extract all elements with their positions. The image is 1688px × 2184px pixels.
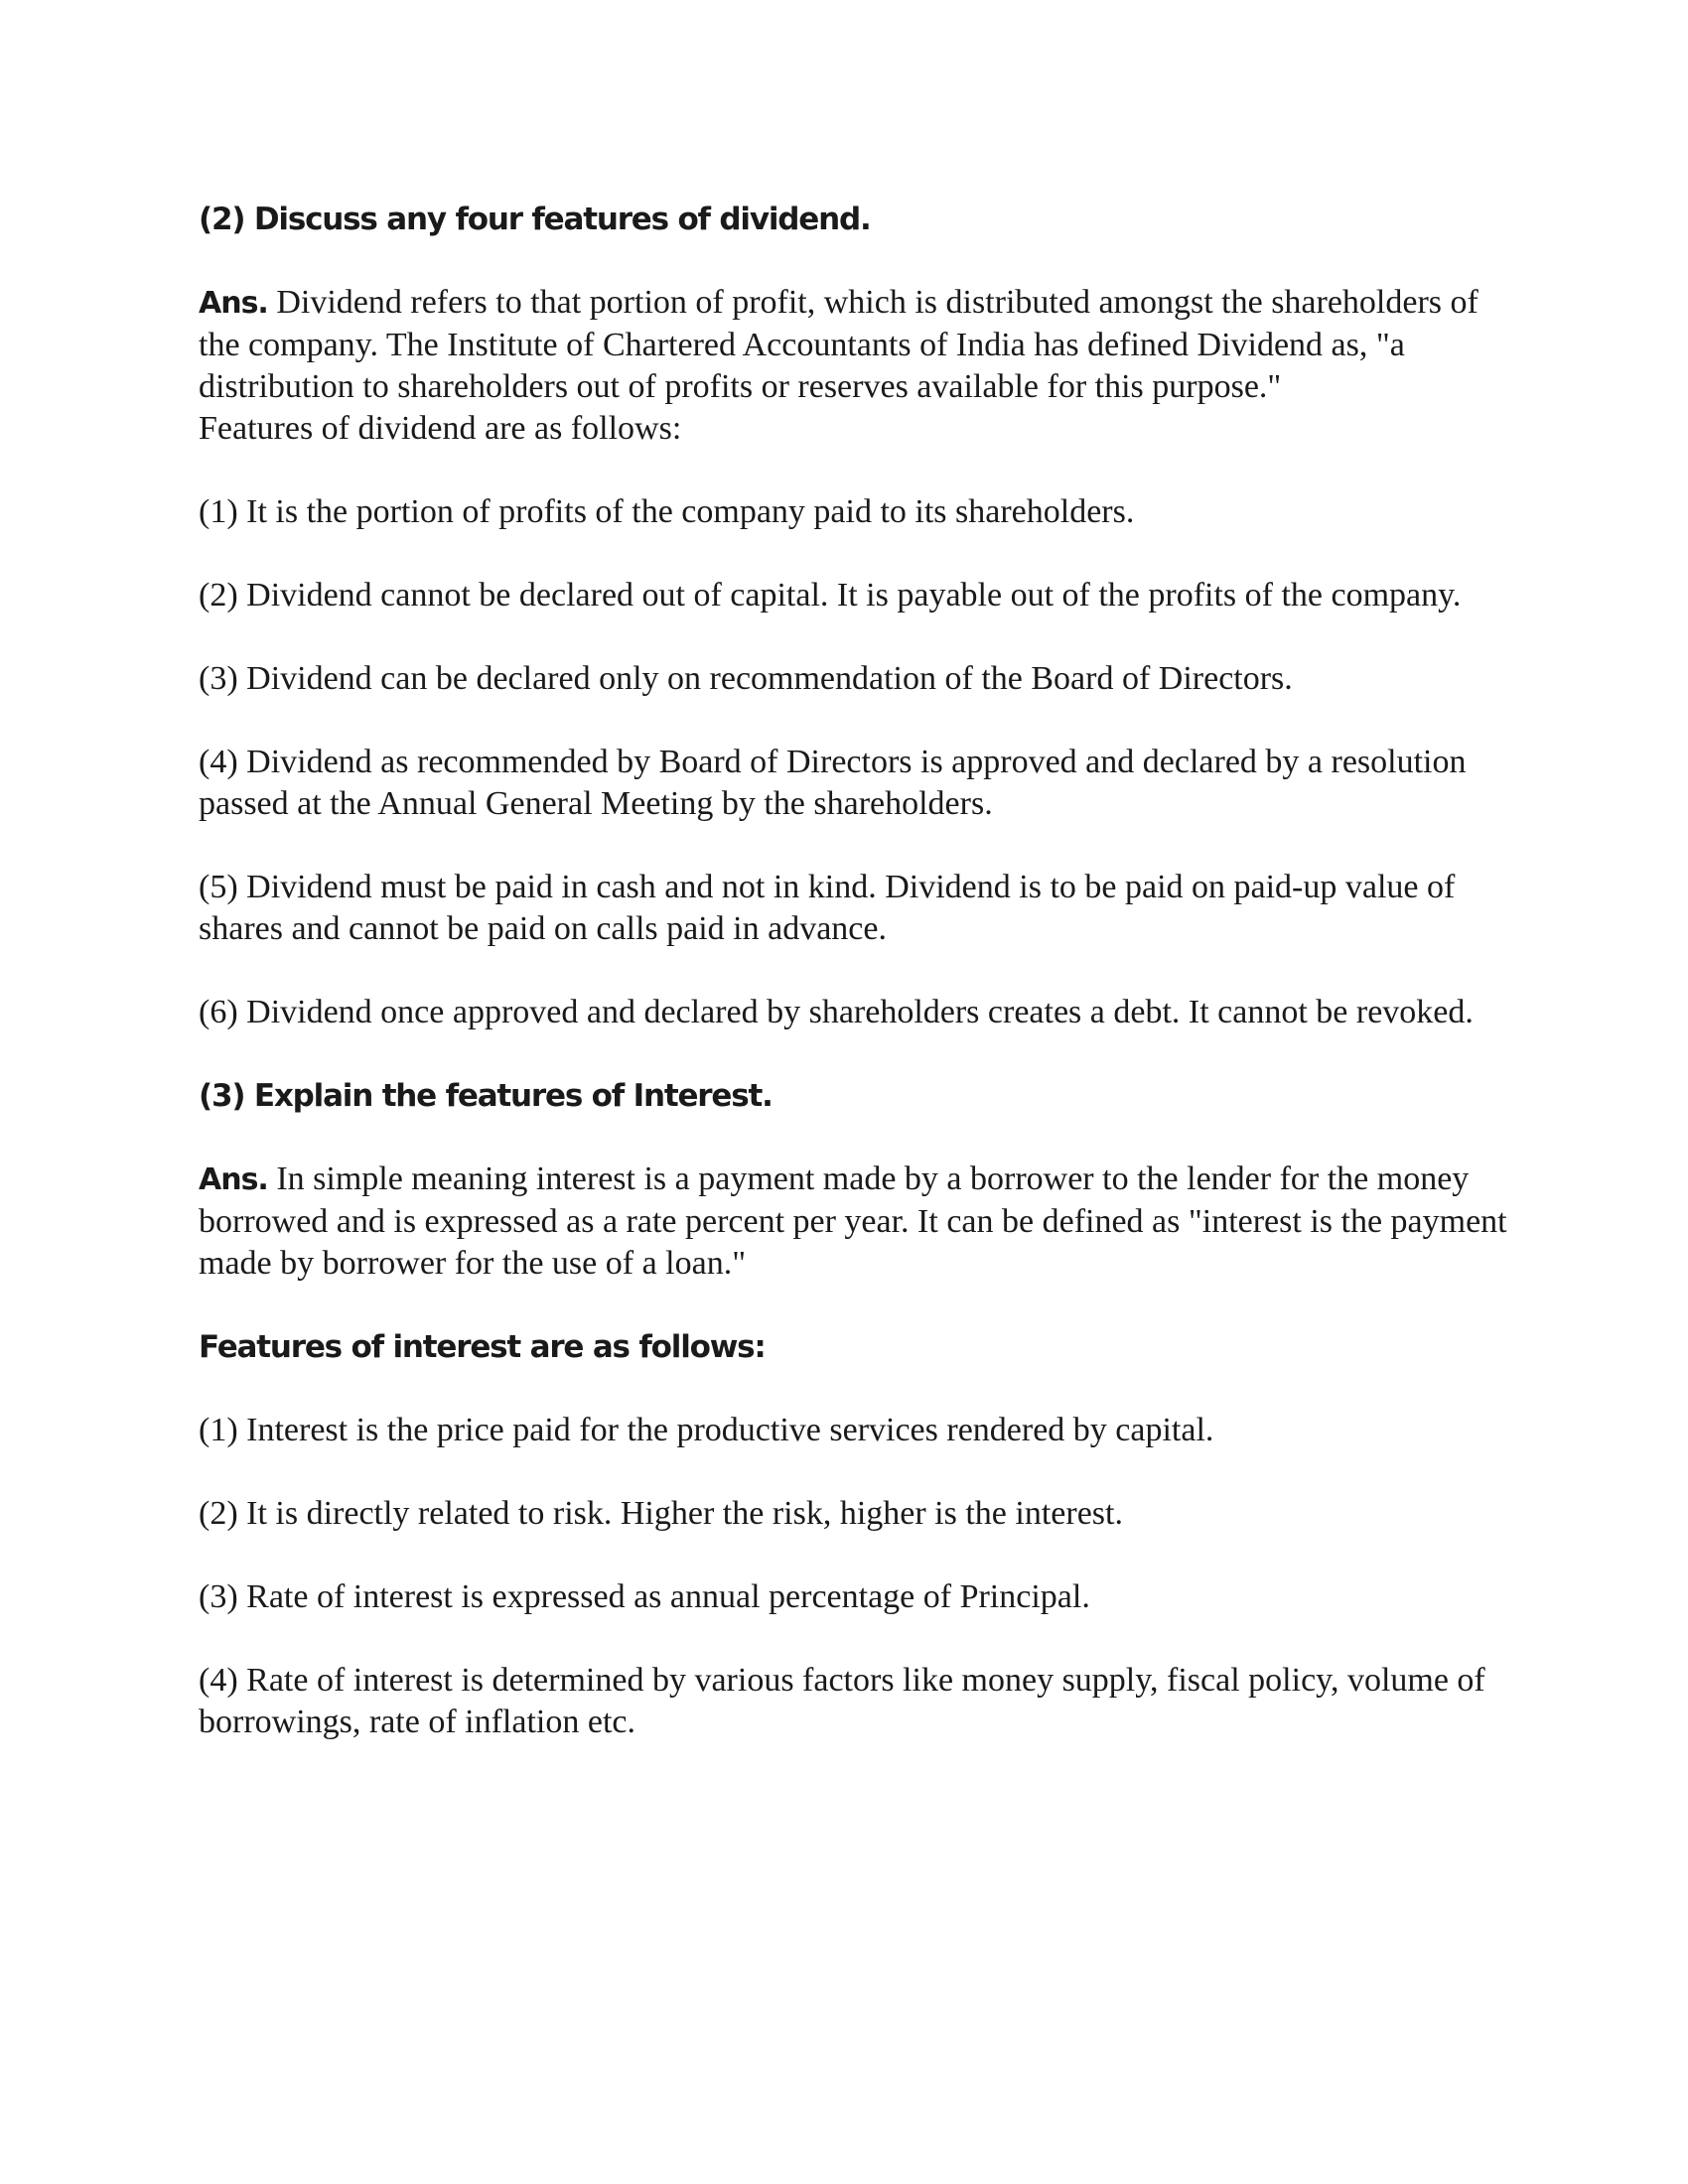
answer-paragraph-dividend [199, 282, 1509, 408]
answer-paragraph-interest [199, 1159, 1509, 1285]
interest-feature-2: (2) It is directly related to risk. Higher the risk, higher is the interest. [199, 1495, 1123, 1532]
document-page [199, 199, 1509, 1785]
features-intro-dividend: Features of dividend are as follows: [199, 410, 682, 447]
dividend-feature-2: (2) Dividend cannot be declared out of capital. It is payable out of the profits of the company. [199, 577, 1462, 614]
dividend-feature-1: (1) It is the portion of profits of the company paid to its shareholders. [199, 493, 1135, 530]
interest-feature-4: (4) Rate of interest is determined by various factors like money supply, fiscal policy, volume of borrowings, rate of inflation etc. [199, 1662, 1485, 1740]
question-heading-dividend: (2) Discuss any four features of dividend. [199, 202, 871, 237]
features-heading-interest: Features of interest are as follows: [199, 1329, 766, 1365]
answer-text: Dividend refers to that portion of profit, which is distributed amongst the shareholders of the company. The Institute of Chartered Accountants of India has defined Dividend as, "a distribution to shareholders out of profits or reserves available for this purpose." [199, 284, 1478, 405]
answer-text: In simple meaning interest is a payment made by a borrower to the lender for the money borrowed and is expressed as a rate percent per year. It can be defined as "interest is the payment made by borrower for the use of a loan." [199, 1160, 1507, 1282]
dividend-feature-6: (6) Dividend once approved and declared by shareholders creates a debt. It cannot be revoked. [199, 994, 1474, 1030]
dividend-feature-5: (5) Dividend must be paid in cash and not in kind. Dividend is to be paid on paid-up value of shares and cannot be paid on calls paid in advance. [199, 869, 1456, 947]
interest-feature-3: (3) Rate of interest is expressed as annual percentage of Principal. [199, 1578, 1090, 1615]
ans-label: Ans. [199, 1162, 268, 1197]
interest-feature-1: (1) Interest is the price paid for the productive services rendered by capital. [199, 1412, 1214, 1448]
ans-label: Ans. [199, 286, 268, 321]
dividend-feature-3: (3) Dividend can be declared only on recommendation of the Board of Directors. [199, 660, 1293, 697]
dividend-feature-4: (4) Dividend as recommended by Board of Directors is approved and declared by a resolution passed at the Annual General Meeting by the shareholders. [199, 744, 1467, 822]
question-heading-interest: (3) Explain the features of Interest. [199, 1078, 773, 1114]
